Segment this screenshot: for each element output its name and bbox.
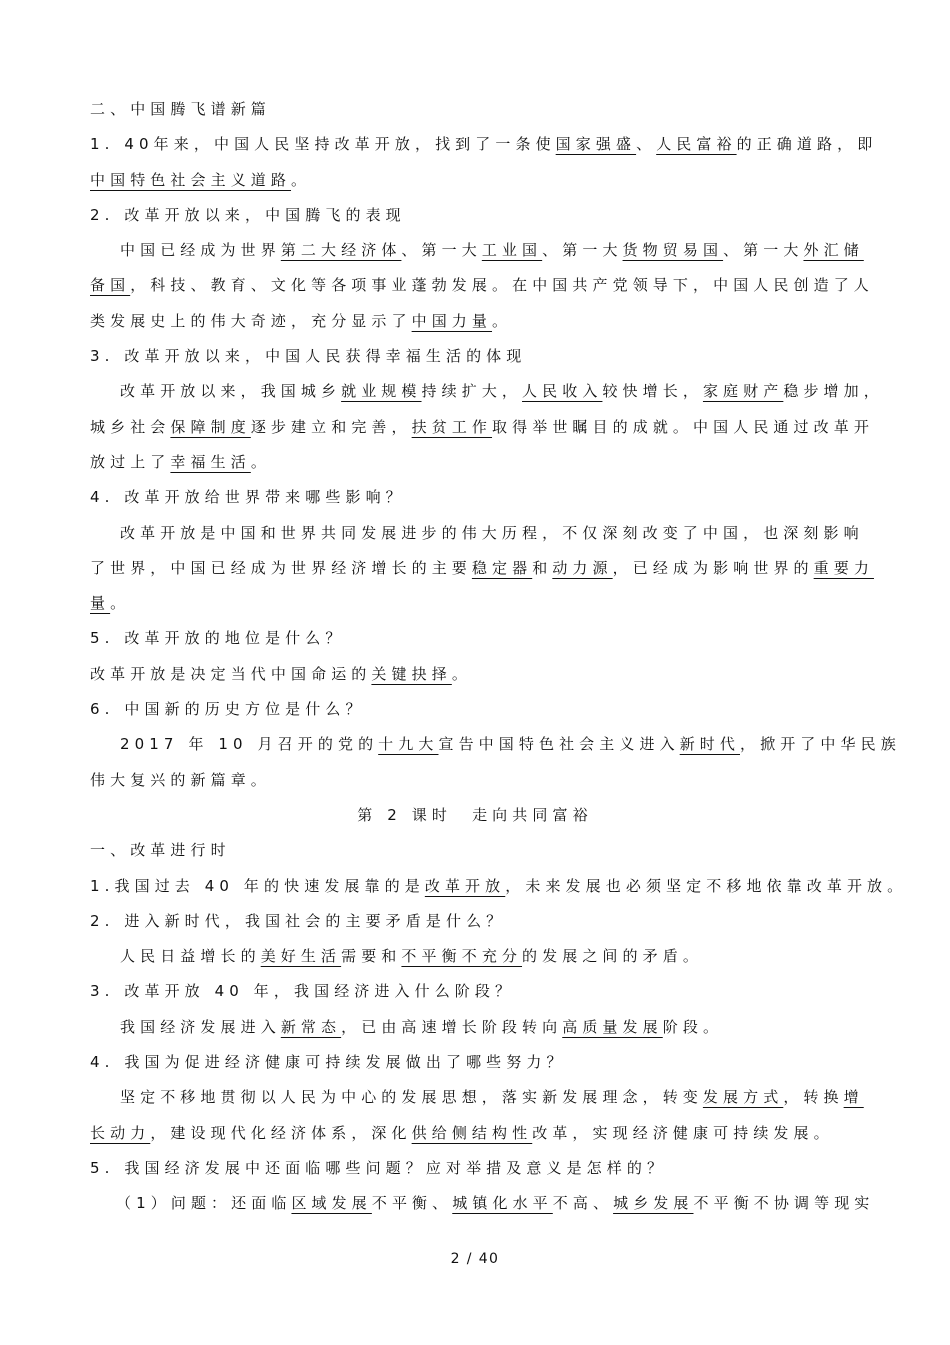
text-segment: 、第一大 (542, 241, 623, 260)
text-segment: 稳步增加， (783, 382, 884, 401)
underlined-answer: 外汇储 (803, 241, 864, 260)
question-heading (90, 621, 860, 656)
underlined-answer: 人民收入 (522, 382, 603, 401)
text-segment: 第 2 课时 走向共同富裕 (357, 805, 593, 824)
underlined-answer: 不平衡不充分 (401, 947, 523, 966)
text-segment: 。 (291, 170, 312, 189)
text-line (90, 374, 884, 409)
underlined-answer: 人民富裕 (656, 135, 737, 154)
document-page (90, 92, 908, 1222)
text-segment: 6. 中国新的历史方位是什么？ (90, 700, 366, 719)
text-segment: ，科技、教育、文化等各项事业蓬勃发展。在中国共产党领导下，中国人民创造了人 (130, 276, 874, 295)
text-line (90, 516, 864, 551)
text-segment: 改革开放是中国和世界共同发展进步的伟大历程，不仅深刻改变了中国，也深刻影响 (120, 523, 864, 542)
text-segment: 5. 改革开放的地位是什么？ (90, 629, 346, 648)
text-segment: 2017 年 10 月召开的党的 (120, 735, 379, 754)
text-segment: （1）问题：还面临 (116, 1194, 292, 1213)
underlined-answer: 货物贸易国 (622, 241, 724, 260)
text-segment: 改革开放是决定当代中国命运的 (90, 664, 372, 683)
question-heading (90, 974, 860, 1009)
text-segment: 。 (110, 594, 131, 613)
lesson-title (90, 798, 860, 833)
text-segment: 不高、 (552, 1194, 614, 1213)
text-line (90, 1116, 860, 1151)
underlined-answer: 新常态 (280, 1017, 342, 1036)
text-segment: 类发展史上的伟大奇迹，充分显示了 (90, 311, 412, 330)
underlined-answer: 就业规模 (341, 382, 422, 401)
underlined-answer: 保障制度 (170, 417, 251, 436)
text-segment: ，已由高速增长阶段转向 (341, 1017, 563, 1036)
text-segment: 2. 进入新时代，我国社会的主要矛盾是什么？ (90, 911, 507, 930)
underlined-answer: 供给侧结构性 (411, 1123, 533, 1142)
text-line (90, 410, 874, 445)
text-segment: ，已经成为影响世界的 (612, 558, 814, 577)
text-segment: 、第一大 (723, 241, 804, 260)
underlined-answer: 扶贫工作 (411, 417, 493, 436)
underlined-answer: 重要力 (813, 558, 874, 577)
underlined-answer: 关键抉择 (371, 664, 452, 683)
underlined-answer: 城镇化水平 (452, 1194, 553, 1213)
underlined-answer: 量 (90, 594, 111, 613)
underlined-answer: 发展方式 (702, 1088, 784, 1107)
text-segment: 、 (636, 135, 657, 154)
text-line (90, 304, 860, 339)
text-line (90, 657, 860, 692)
text-segment: 城乡社会 (90, 417, 171, 436)
question-heading (90, 692, 860, 727)
underlined-answer: 区域发展 (291, 1194, 372, 1213)
text-segment: 了世界，中国已经成为世界经济增长的主要 (90, 558, 472, 577)
text-segment: 3. 改革开放以来，中国人民获得幸福生活的体现 (90, 347, 527, 366)
text-segment: 和 (532, 558, 553, 577)
text-line (90, 1010, 860, 1045)
underlined-answer: 美好生活 (260, 947, 342, 966)
text-segment: 较快增长， (602, 382, 703, 401)
text-line (90, 727, 901, 762)
underlined-answer: 高质量发展 (562, 1017, 663, 1036)
text-segment: 持续扩大， (421, 382, 523, 401)
underlined-answer: 改革开放 (424, 876, 506, 895)
text-segment: 4. 我国为促进经济健康可持续发展做出了哪些努力？ (90, 1053, 567, 1072)
text-segment: 。 (492, 311, 513, 330)
text-line (90, 869, 908, 904)
section-heading (90, 92, 860, 127)
text-segment: 的发展之间的矛盾。 (522, 947, 703, 966)
underlined-answer: 稳定器 (471, 558, 533, 577)
text-segment: 二、中国腾飞谱新篇 (90, 100, 271, 118)
text-segment: 2. 改革开放以来，中国腾飞的表现 (90, 205, 406, 224)
underlined-answer: 家庭财产 (702, 382, 784, 401)
text-segment: ，掀开了中华民族 (740, 735, 901, 754)
text-segment: 不平衡不协调等现实 (693, 1194, 875, 1213)
text-line (90, 586, 860, 621)
text-line (90, 127, 878, 162)
page-number: 2 / 40 (450, 1251, 500, 1267)
text-segment: 。 (250, 452, 271, 471)
section-heading (90, 833, 860, 868)
question-heading (90, 198, 860, 233)
text-line (90, 939, 860, 974)
text-line (90, 1186, 875, 1221)
text-segment: 的正确道路，即 (736, 135, 878, 154)
text-segment: 。 (451, 664, 472, 683)
underlined-answer: 增 (843, 1088, 864, 1107)
text-segment: 取得举世瞩目的成就。中国人民通过改革开 (492, 417, 874, 436)
question-heading (90, 1151, 860, 1186)
underlined-answer: 第二大经济体 (280, 241, 402, 260)
text-segment: 中国已经成为世界 (120, 241, 281, 260)
question-heading (90, 1045, 860, 1080)
underlined-answer: 城乡发展 (613, 1194, 694, 1213)
underlined-answer: 十九大 (378, 735, 439, 754)
text-segment: 、第一大 (401, 241, 482, 260)
underlined-answer: 新时代 (679, 735, 740, 754)
text-segment: 3. 改革开放 40 年，我国经济进入什么阶段？ (90, 982, 516, 1001)
underlined-answer: 幸福生活 (170, 452, 251, 471)
text-segment: 放过上了 (90, 452, 171, 471)
text-segment: 5. 我国经济发展中还面临哪些问题？应对举措及意义是怎样的？ (90, 1158, 668, 1177)
text-line (90, 445, 860, 480)
text-segment: 阶段。 (662, 1017, 724, 1036)
underlined-answer: 长动力 (90, 1123, 151, 1142)
text-segment: 宣告中国特色社会主义进入 (438, 735, 680, 754)
text-line (90, 163, 860, 198)
text-segment: 一、改革进行时 (90, 841, 231, 860)
text-line (90, 233, 864, 268)
underlined-answer: 中国力量 (411, 311, 493, 330)
underlined-answer: 国家强盛 (555, 135, 637, 154)
text-segment: 1.我国过去 40 年的快速发展靠的是 (90, 876, 425, 895)
text-segment: ，未来发展也必须坚定不移地依靠改革开放。 (505, 876, 908, 895)
text-line (90, 1080, 864, 1115)
underlined-answer: 工业国 (481, 241, 543, 260)
text-segment: ，转换 (783, 1088, 844, 1107)
underlined-answer: 动力源 (552, 558, 613, 577)
question-heading (90, 339, 860, 374)
text-segment: 伟大复兴的新篇章。 (90, 770, 271, 789)
text-line (90, 551, 874, 586)
question-heading (90, 904, 860, 939)
text-segment: 改革，实现经济健康可持续发展。 (532, 1123, 834, 1142)
text-segment: 坚定不移地贯彻以人民为中心的发展思想，落实新发展理念，转变 (120, 1088, 703, 1107)
text-segment: 4. 改革开放给世界带来哪些影响？ (90, 488, 406, 507)
text-segment: 1. 40年来，中国人民坚持改革开放，找到了一条使 (90, 135, 556, 154)
text-segment: ，建设现代化经济体系，深化 (150, 1123, 412, 1142)
underlined-answer: 中国特色社会主义道路 (90, 170, 292, 189)
underlined-answer: 备国 (90, 276, 131, 295)
text-segment: 不平衡、 (371, 1194, 453, 1213)
text-line (90, 763, 860, 798)
text-segment: 我国经济发展进入 (120, 1017, 281, 1036)
text-segment: 人民日益增长的 (120, 947, 261, 966)
text-segment: 逐步建立和完善， (250, 417, 412, 436)
text-line (90, 268, 874, 303)
text-segment: 改革开放以来，我国城乡 (120, 382, 342, 401)
question-heading (90, 480, 860, 515)
text-segment: 需要和 (341, 947, 402, 966)
